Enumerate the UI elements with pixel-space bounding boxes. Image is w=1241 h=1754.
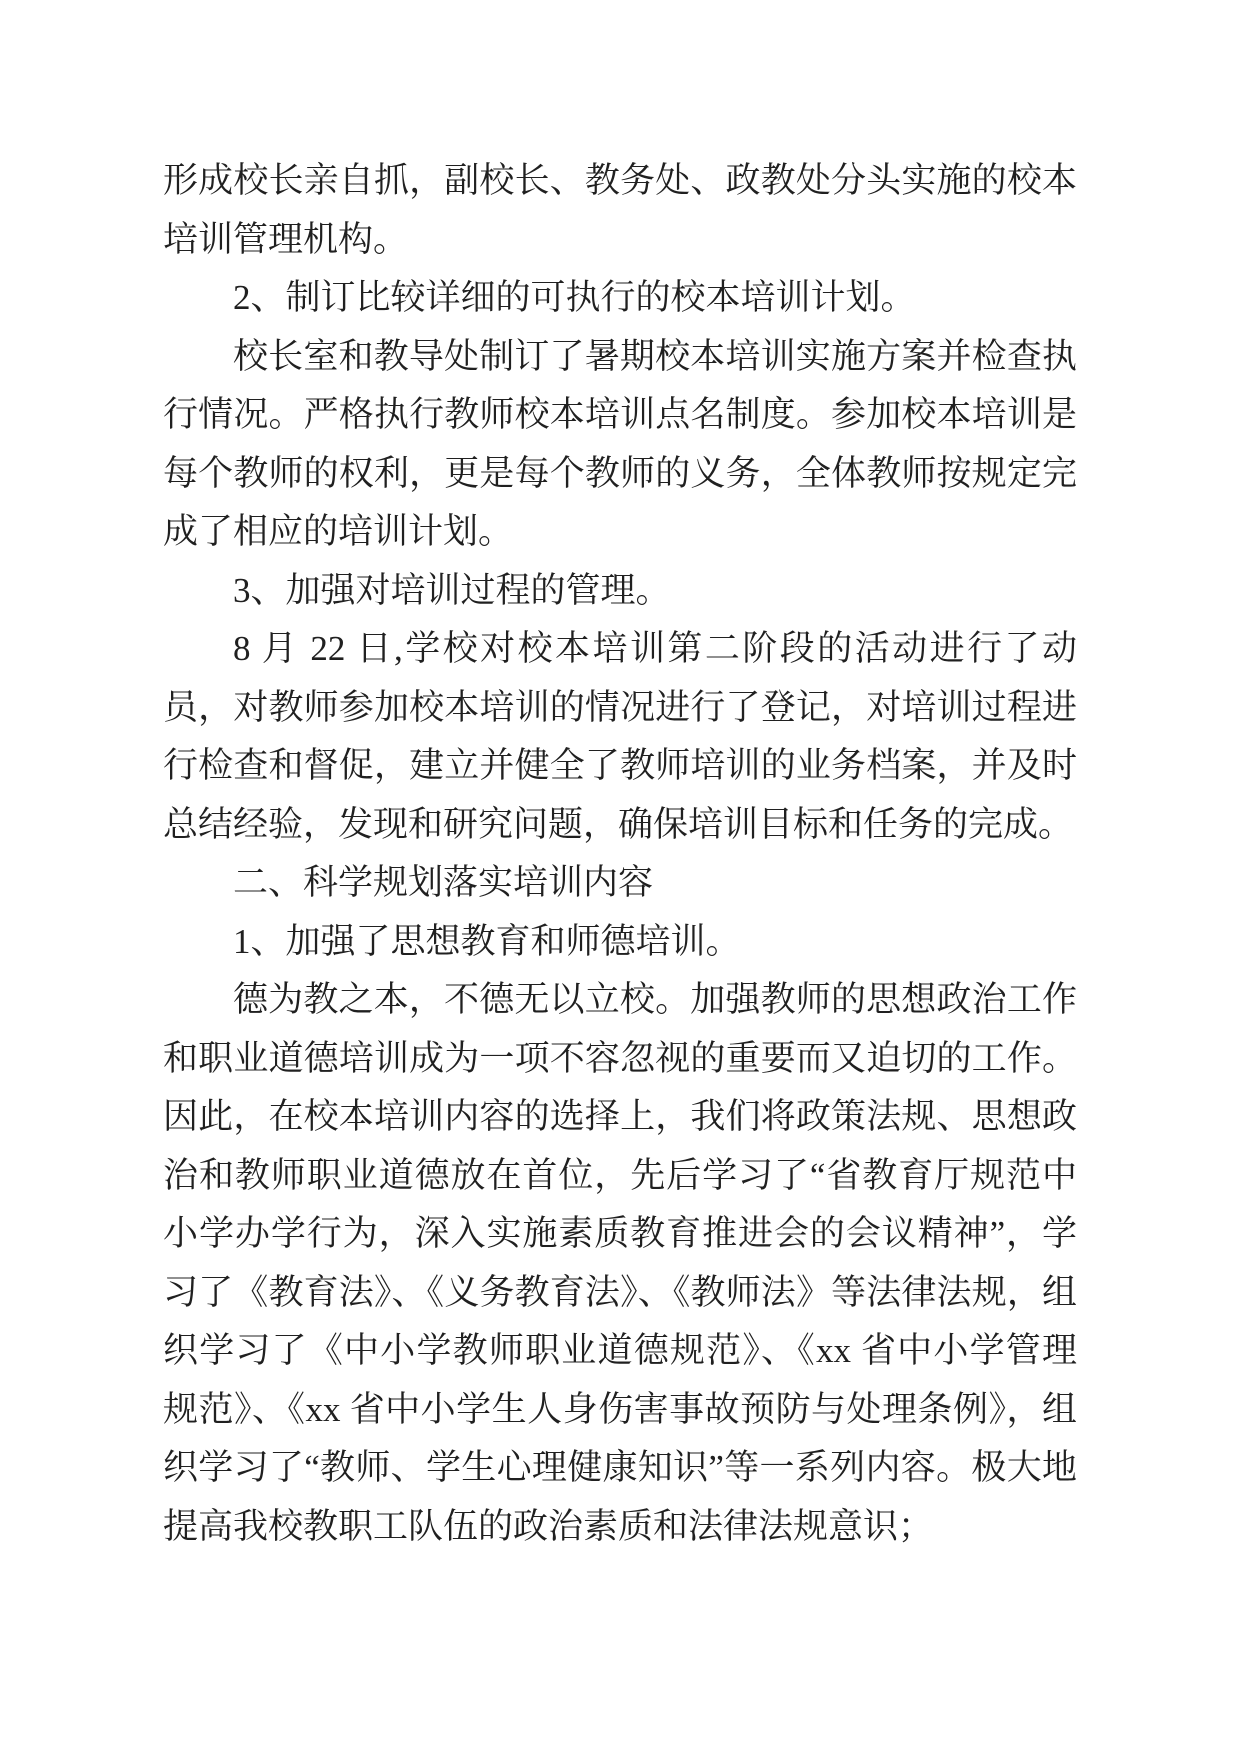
paragraph: 德为教之本，不德无以立校。加强教师的思想政治工作和职业道德培训成为一项不容忽视的重要而又迫切的工作。因此，在校本培训内容的选择上，我们将政策法规、思想政治和教师职业道德放在首位，先后学习了“省教育厅规范中小学办学行为，深入实施素质教育推进会的会议精神”，学习了《教育法》、《义务教育法》、《教师法》等法律法规，组织学习了《中小学教师职业道德规范》、《xx 省中小学管理规范》、《xx 省中小学生人身伤害事故预防与处理条例》，组织学习了“教师、学生心理健康知识”等一系列内容。极大地提高我校教职工队伍的政治素质和法律法规意识； bbox=[163, 980, 1077, 1546]
paragraph: 8 月 22 日,学校对校本培训第二阶段的活动进行了动员，对教师参加校本培训的情况进行了登记，对培训过程进行检查和督促，建立并健全了教师培训的业务档案，并及时总结经验，发现和研究问题，确保培训目标和任务的完成。 bbox=[163, 629, 1077, 844]
paragraph: 形成校长亲自抓，副校长、教务处、政教处分头实施的校本培训管理机构。 bbox=[163, 161, 1077, 259]
paragraph: 2、制订比较详细的可执行的校本培训计划。 bbox=[233, 278, 916, 317]
document-content bbox=[163, 152, 1077, 1556]
paragraph: 3、加强对培训过程的管理。 bbox=[233, 570, 671, 610]
paragraph: 校长室和教导处制订了暑期校本培训实施方案并检查执行情况。严格执行教师校本培训点名制度。参加校本培训是每个教师的权利，更是每个教师的义务，全体教师按规定完成了相应的培训计划。 bbox=[163, 336, 1077, 551]
paragraph: 二、科学规划落实培训内容 bbox=[233, 863, 654, 902]
paragraph: 1、加强了思想教育和师德培训。 bbox=[233, 921, 741, 961]
